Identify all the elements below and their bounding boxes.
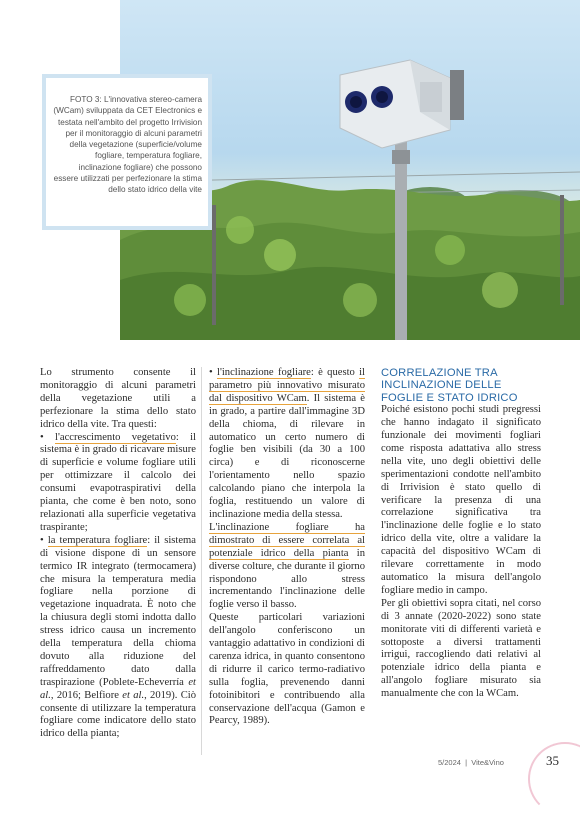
temperatura-mid: , 2016; Belfiore xyxy=(50,689,123,701)
footer-separator: | xyxy=(463,758,470,767)
photo-caption: FOTO 3: L'innovativa stereo-camera (WCam) sviluppata da CET Electronics e testata nell'ambito del progetto Irrivision per il monitoraggio di alcuni parametri della vegetazione (superficie/volume fogliare, temperatura fogliare, inclinazione fogliare) che possono essere utilizzati per perfezionare la stima dello stato idrico della vite xyxy=(53,95,202,195)
text-column-1 xyxy=(40,367,196,741)
accrescimento-text: : il sistema è in grado di ricavare misure di superficie e volume fogliare utili per ottimizzare il calcolo dei consumi evapotraspirativi della pianta, che come è ben noto, sono relazionati alla superficie vegetativa traspirante; xyxy=(40,431,196,533)
term-temperatura: la temperatura fogliare xyxy=(47,534,148,546)
bullet-marker: • xyxy=(40,431,56,443)
et-al-1: et al. xyxy=(40,676,196,701)
bullet-marker: • xyxy=(209,367,218,378)
term-inclinazione: l'inclinazione fogliare xyxy=(217,367,311,378)
inclinazione-pre: : è questo xyxy=(310,367,360,378)
bullet-accrescimento xyxy=(40,432,196,535)
study-paragraph: Poiché esistono pochi studi pregressi che hanno indagato il significato funzionale dei movimenti fogliari come risposta adattativa allo stress nella vite, uno degli obiettivi delle sperimentazioni condotte nell'ambito di Irrivision è stato quello di verificare la presenza di una correlazione significativa tra l'inclinazione delle foglie e lo stato idrico della vite, oltre a validare la capacità del dispositivo WCam di rilevare correttamente in modo automatico la misura dell'angolo fogliare medio in campo. xyxy=(381,404,541,596)
bullet-marker: • xyxy=(40,534,48,546)
temperatura-end: , 2019). Ciò consente di utilizzare la temperatura fogliare come indicatore dello stato idrico della pianta; xyxy=(40,689,196,740)
wcam-device xyxy=(340,60,464,148)
text-column-2 xyxy=(209,367,365,728)
et-al-2: et al. xyxy=(122,689,145,701)
temperatura-text: : il sistema di visione dispone di un sensore termico IR integrato (termocamera) che misura la temperatura media fogliare nella porzione di vegetazione inquadrata. È noto che la chiusura degli stomi indotta dallo stress idrico causa un incremento della temperatura della chioma dovuto alla riduzione del raffreddamento dato dalla traspirazione (Poblete-Echeverría xyxy=(40,534,196,688)
magazine-name: Vite&Vino xyxy=(471,758,504,767)
photo-caption-box xyxy=(42,74,212,230)
correlation-text: in diverse colture, che durante il giorno rispondono allo stress incrementando l'inclinazione delle foglie verso il basso. xyxy=(209,547,366,611)
adaptive-paragraph: Queste particolari variazioni dell'angolo conferiscono un vantaggio adattativo in condizioni di carenza idrica, in quanto consentono di ridurre il carico termo-radiativo sulla foglia, prevenendo danni fotoinibitori e contribuendo alla conservazione dell'acqua (Gamon e Pearcy, 1989). xyxy=(209,612,365,727)
correlation-paragraph xyxy=(209,522,365,612)
term-accrescimento: l'accrescimento vegetativo xyxy=(55,431,176,443)
correlation-highlight: L'inclinazione fogliare ha dimostrato di essere correlata al potenziale idrico della pianta xyxy=(209,521,365,559)
page-number: 35 xyxy=(546,753,559,768)
bullet-inclinazione xyxy=(209,367,365,522)
page-footer xyxy=(438,758,504,767)
inclinazione-highlight: il parametro più innovativo misurato dal dispositivo WCam xyxy=(209,367,365,404)
section-heading: CORRELAZIONE TRA INCLINAZIONE DELLE FOGLIE E STATO IDRICO xyxy=(381,367,518,404)
inclinazione-text: . Il sistema è in grado, a partire dall'immagine 3D della chioma, di rilevare in automatico un certo numero di foglie ben visibili (da 30 a 100 circa) e di riconoscerne l'orientamento nello spazio calcolando piano che interpola la foglia, restituendo un valore di inclinazione media della stessa. xyxy=(209,392,365,520)
bullet-temperatura xyxy=(40,535,196,742)
objectives-paragraph: Per gli obiettivi sopra citati, nel corso di 3 annate (2020-2022) sono state monitorate viti di differenti varietà e sottoposte a diversi trattamenti irrigui, raccogliendo dati relativi al potenziale idrico della pianta e all'angolo fogliare misurato sia manualmente che con la WCam. xyxy=(381,597,541,700)
text-column-3 xyxy=(381,367,541,701)
intro-paragraph: Lo strumento consente il monitoraggio di alcuni parametri della vegetazione utili a perfezionare la stima dello stato idrico della vite. Tra questi: xyxy=(40,367,196,430)
issue-number: 5/2024 xyxy=(438,758,461,767)
